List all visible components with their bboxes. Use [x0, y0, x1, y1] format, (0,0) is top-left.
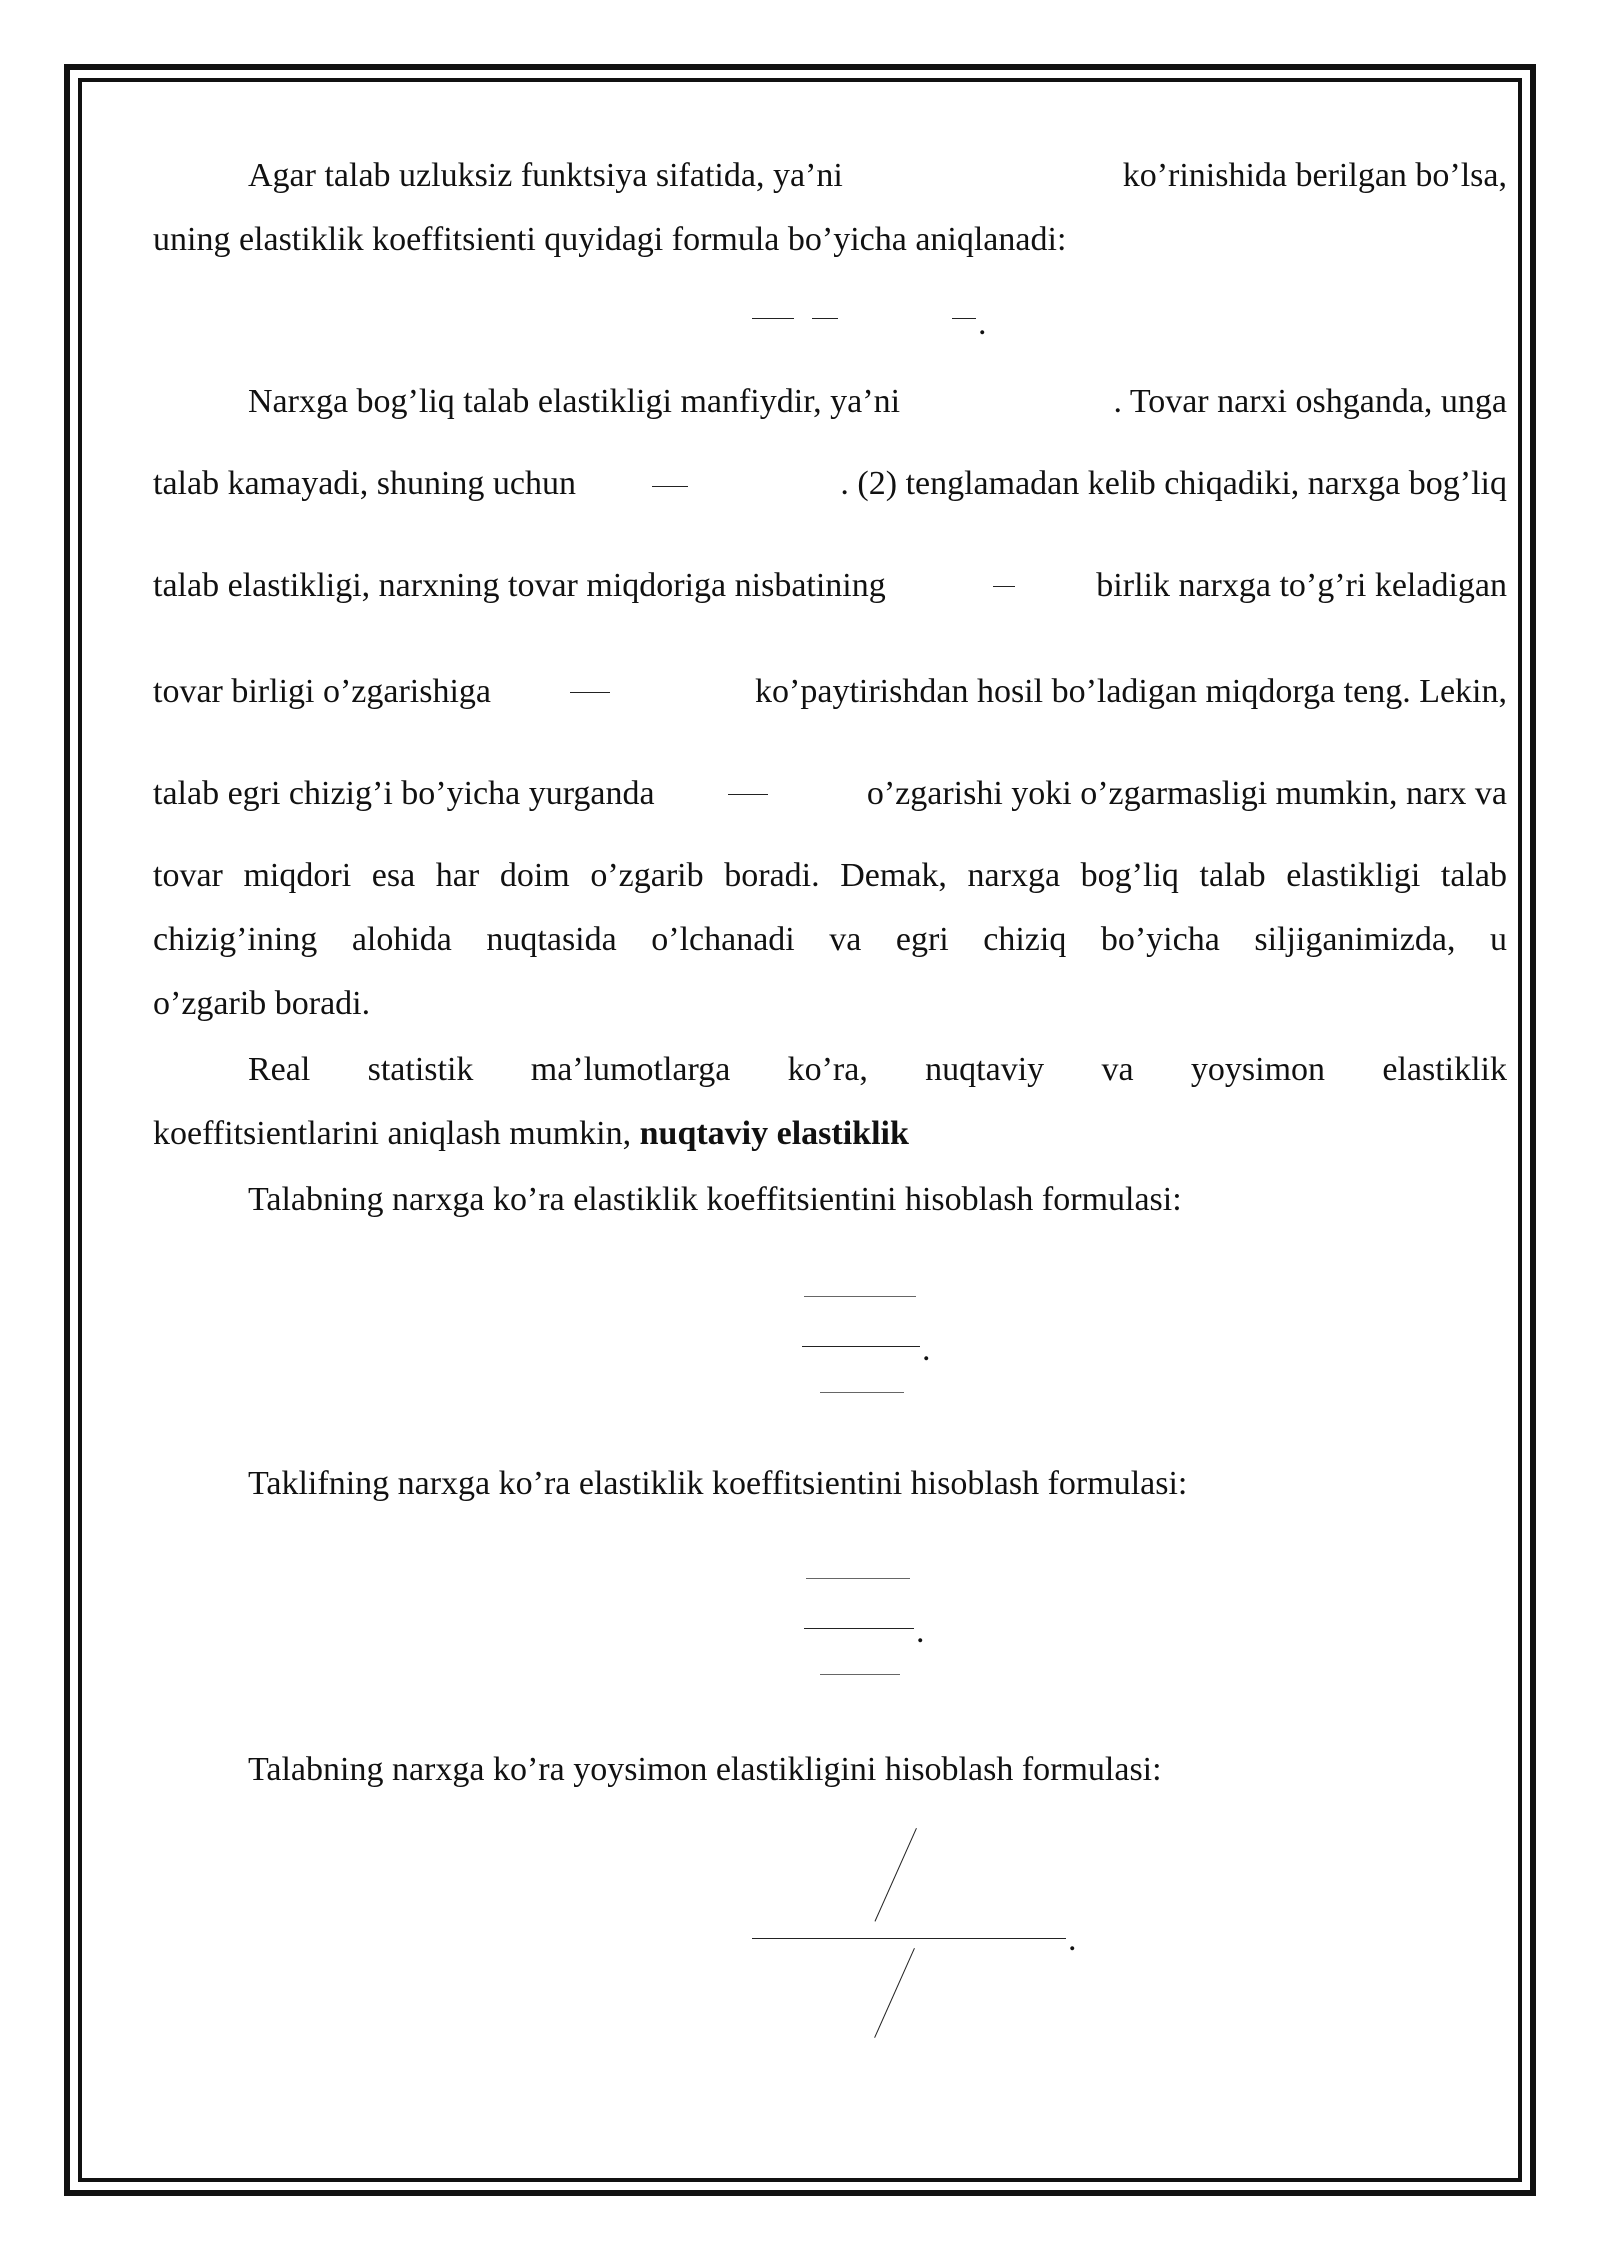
p2-line2-left: talab kamayadi, shuning uchun	[153, 465, 577, 502]
p2-line2-right: . (2) tenglamadan kelib chiqadiki, narxga bog’liq	[840, 465, 1507, 502]
p2-line4-fraction-bar	[570, 692, 610, 693]
p2-line7: chizig’ining alohida nuqtasida o’lchanadi va egri chiziq bo’yicha siljiganimizda, u	[153, 921, 1507, 958]
formula4-main-bar	[752, 1938, 1066, 1939]
formula1-fraction-bar-1	[752, 318, 794, 319]
p2-line3-right: birlik narxga to’g’ri keladigan	[1096, 567, 1507, 604]
formula2-main-bar	[802, 1346, 920, 1347]
p2-line5-right: o’zgarishi yoki o’zgarmasligi mumkin, narx va	[866, 775, 1507, 812]
p3-line2	[153, 1114, 909, 1154]
formula1-period: .	[978, 305, 987, 342]
p1-line2: uning elastiklik koeffitsienti quyidagi formula bo’yicha aniqlanadi:	[153, 221, 1067, 258]
p2-line1-left: Narxga bog’liq talab elastikligi manfiydir, ya’ni	[248, 383, 901, 420]
formula2-period: .	[922, 1331, 931, 1368]
formula1-fraction-bar-3	[952, 318, 976, 319]
p6-line1: Talabning narxga ko’ra yoysimon elastikligini hisoblash formulasi:	[248, 1751, 1162, 1788]
formula2-numerator-bar	[804, 1296, 916, 1297]
p2-line5-fraction-bar	[728, 794, 768, 795]
p2-line2-fraction-bar	[652, 486, 688, 487]
p4-line1: Talabning narxga ko’ra elastiklik koeffitsientini hisoblash formulasi:	[248, 1181, 1182, 1218]
formula2-denominator-bar	[820, 1392, 904, 1393]
p5-line1: Taklifning narxga ko’ra elastiklik koeffitsientini hisoblash formulasi:	[248, 1465, 1188, 1502]
p2-line6: tovar miqdori esa har doim o’zgarib boradi. Demak, narxga bog’liq talab elastikligi talab	[153, 857, 1507, 894]
formula3-numerator-bar	[806, 1578, 910, 1579]
p2-line8: o’zgarib boradi.	[153, 985, 371, 1022]
p2-line3-left: talab elastikligi, narxning tovar miqdoriga nisbatining	[153, 567, 886, 604]
formula3-period: .	[916, 1613, 925, 1650]
p3-line2-text: koeffitsientlarini aniqlash mumkin,	[153, 1115, 632, 1152]
p3-line1: Real statistik ma’lumotlarga ko’ra, nuqtaviy va yoysimon elastiklik	[248, 1051, 1507, 1088]
formula3-denominator-bar	[820, 1674, 900, 1675]
p3-line2-bold-term: nuqtaviy elastiklik	[639, 1115, 909, 1152]
p2-line1-right: . Tovar narxi oshganda, unga	[1113, 383, 1507, 420]
p1-line1-left: Agar talab uzluksiz funktsiya sifatida, ya’ni	[248, 157, 843, 194]
p2-line4-left: tovar birligi o’zgarishiga	[153, 673, 492, 710]
p1-line1-right: ko’rinishida berilgan bo’lsa,	[1122, 157, 1507, 194]
p2-line5-left: talab egri chizig’i bo’yicha yurganda	[153, 775, 655, 812]
formula4-period: .	[1068, 1921, 1077, 1958]
p2-line3-fraction-bar	[993, 586, 1015, 587]
formula1-fraction-bar-2	[812, 318, 838, 319]
p2-line4-right: ko’paytirishdan hosil bo’ladigan miqdorga teng. Lekin,	[755, 673, 1507, 710]
formula3-main-bar	[804, 1628, 914, 1629]
